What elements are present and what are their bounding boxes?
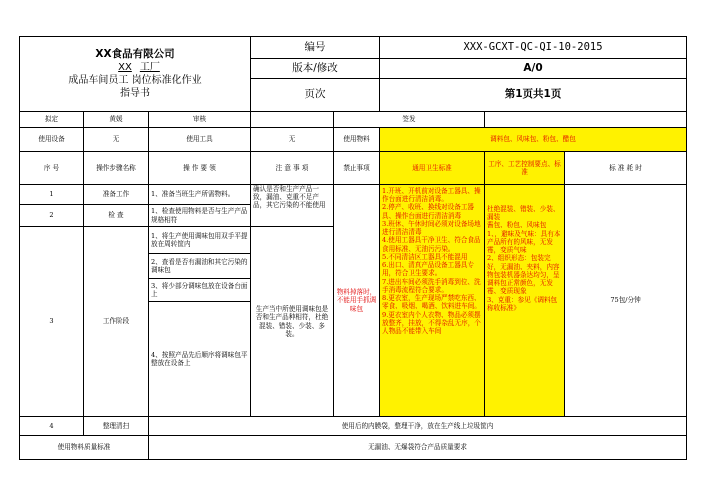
col-hygiene: 通用卫生标准 (380, 152, 485, 185)
factory-name (22, 61, 248, 74)
row3-essential-3: 3、将少部分调味包放在设备台面上 (149, 279, 251, 302)
standard-time: 75包/分钟 (565, 185, 687, 417)
quality-content: 无漏油、无爆袋符合产品质量要求 (149, 436, 687, 460)
row3-name: 工作阶段 (84, 227, 149, 417)
row2-name: 检 查 (84, 205, 149, 227)
page-label: 页次 (251, 79, 380, 112)
issue-label: 签发 (334, 112, 485, 128)
review-label: 审核 (149, 112, 251, 128)
draft-label: 拟定 (20, 112, 84, 128)
row3-essential-2: 2、查看是否有漏油和其它污染的调味包 (149, 254, 251, 279)
col-process: 工序、工艺控制要点、标准 (485, 152, 565, 185)
review-name (251, 112, 334, 128)
row1-seq: 1 (20, 185, 84, 205)
doc-title-line1: 成品车间员工 岗位标准化作业 (68, 75, 202, 87)
materials-value: 调料包、风味包、粉包、醋包 (380, 128, 687, 152)
hygiene-list (380, 185, 485, 417)
row3-essential-4: 4、按照产品先后顺序将调味包平整放在设备上 (149, 302, 251, 417)
process-list (485, 185, 565, 417)
version-label: 版本/修改 (251, 59, 380, 79)
hygiene-item: 2.停产、收班、换线对设备工器具、操作台面进行清洁消毒 (382, 203, 475, 220)
company-name: XX食品有限公司 (95, 47, 175, 60)
hygiene-item: 7.进出车间必须洗手消毒到位、洗手消毒流程符合要求。 (382, 277, 481, 294)
row4-content: 使用后的内膜袋，整理干净，放在生产线上垃圾筐内 (149, 417, 687, 436)
col-time: 标 准 耗 时 (565, 152, 687, 185)
page-value: 第1页共1页 (380, 79, 687, 112)
factory-prefix: XX (118, 62, 132, 74)
document-header-title (20, 37, 251, 112)
equipment-value: 无 (84, 128, 149, 152)
hygiene-item: 8.更衣室，生产现场严禁吃东西、零食、吸烟、喝酒、饮料进车间。 (382, 294, 481, 311)
version-value: A/0 (380, 59, 687, 79)
issue-name (485, 112, 687, 128)
number-value: XXX-GCXT-QC-QI-10-2015 (380, 37, 687, 59)
prohibited-text: 物料掉落时，不能用手抓调味包 (336, 288, 377, 313)
hygiene-item: 9.更衣室内个人衣物、物品必须摆放整齐，挂放，不得杂乱无序，个人物品不能带入车间 (382, 310, 481, 335)
tools-value: 无 (251, 128, 334, 152)
quality-label: 使用物料质量标准 (20, 436, 149, 460)
prohibited-cell (334, 185, 380, 417)
tools-label: 使用工具 (149, 128, 251, 152)
row3-notes: 生产当中所使用调味包是否和生产品种相符，杜绝混装、错装、少装、多装。 (251, 227, 334, 417)
col-seq: 序 号 (20, 152, 84, 185)
number-label: 编号 (251, 37, 380, 59)
process-item: 酱包、粉包、风味包 (487, 221, 547, 230)
hygiene-item: 6.出口、清真产品设备工器具专用，符合卫生要求。 (382, 261, 475, 278)
row4-name: 整理清扫 (84, 417, 149, 436)
sop-table (19, 36, 687, 460)
col-essentials: 操 作 要 领 (149, 152, 251, 185)
row2-essentials: 1、检查使用物料是否与生产产品规格相符 (149, 205, 251, 227)
process-item: 3、克重：参见《调料包称收标准》 (487, 295, 558, 312)
row3-essential-1: 1、将生产使用调味包用双手平提放在周转筐内 (149, 227, 251, 254)
hygiene-item: 3.班休、午休时间必须对设备场地进行清洁清毒 (382, 219, 481, 237)
materials-label: 使用物料 (334, 128, 380, 152)
factory-suffix: 工厂 (139, 62, 160, 74)
hygiene-item: 1.开班、开机前对设备工器具、操作台面进行清洁消毒。 (382, 187, 481, 204)
equipment-label: 使用设备 (20, 128, 84, 152)
process-item: 杜绝混装、错装、少装、漏装 (487, 205, 560, 222)
draft-name: 黄媛 (84, 112, 149, 128)
row1-name: 准备工作 (84, 185, 149, 205)
col-notes: 注 意 事 项 (251, 152, 334, 185)
notes-top: 确认是否和生产产品一致，漏油、克重不足产品，其它污染的不能使用 (251, 185, 334, 227)
row1-essentials: 1、准备当班生产所需物料。 (149, 185, 251, 205)
sop-sheet (19, 36, 686, 467)
process-item: 1、，避味及气味：具有本产品所有的风味，无发霉，变质气味 (487, 229, 561, 255)
row2-seq: 2 (20, 205, 84, 227)
process-item: 2、组织形态：包装完好，无漏油、夹料，内容物包装机器条达均匀，呈调料包正常颜色，无发霉、变质现象 (487, 254, 560, 296)
doc-title-line2: 指导书 (120, 88, 150, 100)
col-prohibited: 禁止事项 (334, 152, 380, 185)
row3-seq: 3 (20, 227, 84, 417)
hygiene-item: 4.使用工器具干净卫生、符合食品食用标准、无油污污染。 (382, 236, 481, 253)
row4-seq: 4 (20, 417, 84, 436)
col-step-name: 操作步骤名称 (84, 152, 149, 185)
hygiene-item: 5.不同清洁区工器具不能混用 (382, 252, 468, 261)
